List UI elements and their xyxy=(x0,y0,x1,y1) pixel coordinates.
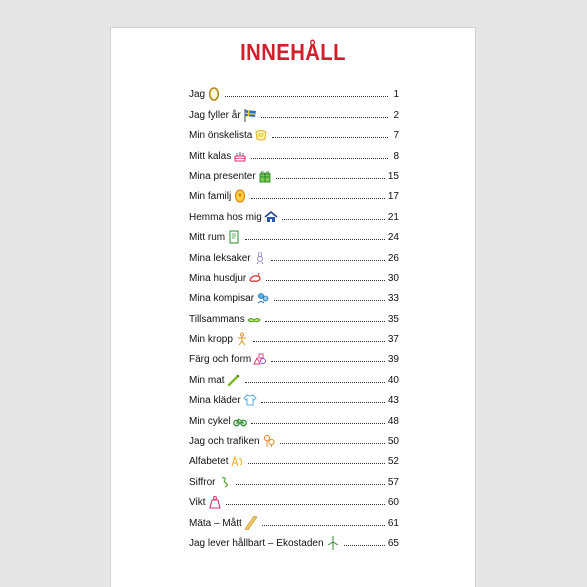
swedish-flag-icon xyxy=(243,108,257,122)
toc-entry-page-number: 57 xyxy=(387,476,399,488)
dot-leader xyxy=(245,381,385,383)
dot-leader xyxy=(282,218,385,220)
dot-leader xyxy=(271,259,385,261)
toc-entry-label: Mina kläder xyxy=(189,395,241,407)
toc-entry xyxy=(189,162,399,182)
toc-entry xyxy=(189,447,399,467)
toc-entry-label: Jag lever hållbart – Ekostaden xyxy=(189,537,324,549)
pet-icon xyxy=(248,271,262,285)
toc-entry xyxy=(189,182,399,202)
toc-entry-label: Mina leksaker xyxy=(189,252,251,264)
shirt-icon xyxy=(243,393,257,407)
toc-entry xyxy=(189,121,399,141)
toc-entry xyxy=(189,202,399,222)
traffic-icon xyxy=(262,434,276,448)
toc-entry xyxy=(189,427,399,447)
toc-entry xyxy=(189,325,399,345)
toc-entry-label: Alfabetet xyxy=(189,456,229,468)
toc-entry-page-number: 21 xyxy=(387,211,399,223)
dot-leader xyxy=(251,422,385,424)
toc-entry-label: Jag och trafiken xyxy=(189,436,260,448)
toc-entry-page-number: 43 xyxy=(387,395,399,407)
numbers-icon xyxy=(218,475,232,489)
toc-entry-page-number: 60 xyxy=(387,497,399,509)
dot-leader xyxy=(253,340,385,342)
toc-entry-page-number: 15 xyxy=(387,170,399,182)
dot-leader xyxy=(225,95,388,97)
mirror-icon xyxy=(207,87,221,101)
dot-leader xyxy=(265,320,385,322)
toc-entry-label: Vikt xyxy=(189,497,206,509)
dot-leader xyxy=(280,442,385,444)
toc-entry xyxy=(189,529,399,549)
food-icon xyxy=(227,373,241,387)
wind-turbine-icon xyxy=(326,536,340,550)
friends-icon xyxy=(256,291,270,305)
toc-entry-label: Min familj xyxy=(189,191,232,203)
toc-entry-label: Min önskelista xyxy=(189,130,253,142)
toc-entry-label: Mina presenter xyxy=(189,170,256,182)
toc-entry-label: Tillsammans xyxy=(189,313,245,325)
toc-entry-page-number: 35 xyxy=(387,313,399,325)
toc-entry-label: Mitt kalas xyxy=(189,150,232,162)
dot-leader xyxy=(261,116,388,118)
toc-entry-page-number: 17 xyxy=(387,191,399,203)
toc-entry-page-number: 48 xyxy=(387,415,399,427)
toc-entry xyxy=(189,365,399,385)
toc-entry-page-number: 61 xyxy=(387,517,399,529)
toc-entry-label: Färg och form xyxy=(189,354,252,366)
toc-entry-label: Min mat xyxy=(189,374,225,386)
gift-icon xyxy=(258,169,272,183)
shapes-icon xyxy=(253,352,267,366)
birthday-cake-icon xyxy=(233,149,247,163)
toc-entry-label: Mina kompisar xyxy=(189,293,255,305)
family-portrait-icon xyxy=(233,189,247,203)
dot-leader xyxy=(274,299,385,301)
toc-entry xyxy=(189,141,399,161)
toc-entry xyxy=(189,304,399,324)
toc-entry-label: Siffror xyxy=(189,476,216,488)
toc-entry-page-number: 26 xyxy=(387,252,399,264)
dot-leader xyxy=(248,462,384,464)
dot-leader xyxy=(262,524,385,526)
toc-entry-label: Min kropp xyxy=(189,334,233,346)
toc-entry-page-number: 7 xyxy=(393,130,399,142)
dot-leader xyxy=(276,177,385,179)
dot-leader xyxy=(236,483,385,485)
toc-entry-page-number: 8 xyxy=(393,150,399,162)
dot-leader xyxy=(272,136,388,138)
alphabet-icon xyxy=(230,454,244,468)
toc-entry xyxy=(189,386,399,406)
toc-entry xyxy=(189,345,399,365)
room-door-icon xyxy=(227,230,241,244)
toc-entry xyxy=(189,488,399,508)
dot-leader xyxy=(251,157,388,159)
toc-entry-page-number: 1 xyxy=(393,89,399,101)
toc-entry-page-number: 30 xyxy=(387,272,399,284)
toc-entry-page-number: 37 xyxy=(387,334,399,346)
toc-entry xyxy=(189,284,399,304)
toy-rabbit-icon xyxy=(253,251,267,265)
ruler-icon xyxy=(244,516,258,530)
weight-icon xyxy=(208,495,222,509)
bicycle-icon xyxy=(233,414,247,428)
dot-leader xyxy=(226,503,385,505)
dot-leader xyxy=(266,279,385,281)
table-of-contents xyxy=(189,80,399,549)
body-figure-icon xyxy=(235,332,249,346)
toc-entry xyxy=(189,508,399,528)
dot-leader xyxy=(261,401,385,403)
toc-entry-page-number: 65 xyxy=(387,537,399,549)
toc-entry-page-number: 52 xyxy=(387,456,399,468)
toc-entry xyxy=(189,100,399,120)
toc-entry-label: Hemma hos mig xyxy=(189,211,262,223)
document-page xyxy=(110,27,476,587)
house-icon xyxy=(264,210,278,224)
toc-entry xyxy=(189,243,399,263)
dot-leader xyxy=(344,544,385,546)
toc-entry-page-number: 39 xyxy=(387,354,399,366)
toc-entry-label: Mitt rum xyxy=(189,232,226,244)
toc-entry-label: Jag xyxy=(189,89,206,101)
toc-entry-page-number: 50 xyxy=(387,436,399,448)
dot-leader xyxy=(251,197,385,199)
page-title: INNEHÅLL xyxy=(240,39,346,65)
toc-entry xyxy=(189,264,399,284)
toc-entry-label: Mäta – Mått xyxy=(189,517,242,529)
toc-entry-label: Min cykel xyxy=(189,415,231,427)
toc-entry-page-number: 24 xyxy=(387,232,399,244)
toc-entry xyxy=(189,223,399,243)
dot-leader xyxy=(271,360,385,362)
together-icon xyxy=(247,312,261,326)
toc-entry-page-number: 33 xyxy=(387,293,399,305)
toc-entry xyxy=(189,80,399,100)
toc-entry-page-number: 2 xyxy=(393,109,399,121)
toc-entry-label: Mina husdjur xyxy=(189,272,247,284)
toc-entry-label: Jag fyller år xyxy=(189,109,241,121)
toc-entry xyxy=(189,467,399,487)
toc-entry-page-number: 40 xyxy=(387,374,399,386)
toc-entry xyxy=(189,406,399,426)
wish-scroll-icon xyxy=(254,128,268,142)
dot-leader xyxy=(245,238,385,240)
